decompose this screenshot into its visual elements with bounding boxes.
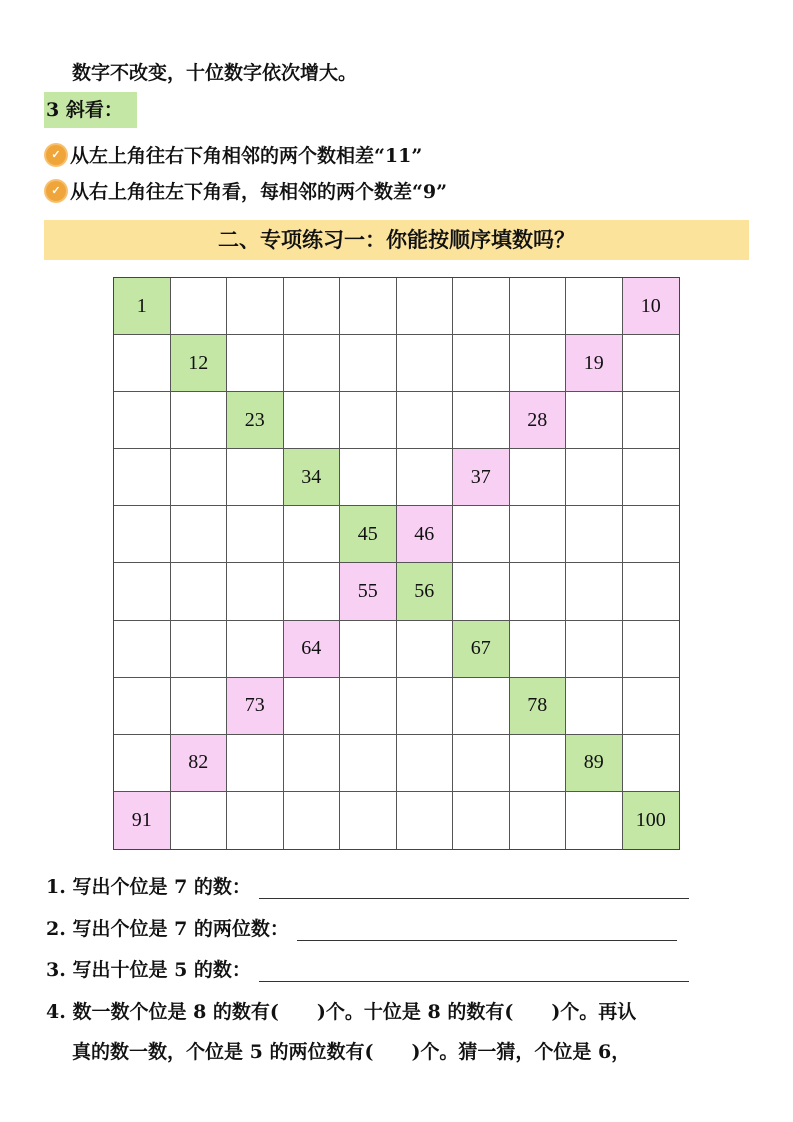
grid-cell-empty[interactable] — [114, 506, 171, 563]
question-1 — [46, 872, 689, 899]
grid-cell-empty[interactable] — [227, 792, 284, 849]
question-text: 真的数一数，个位是 5 的两位数有( )个。猜一猜，个位是 6， — [72, 1041, 631, 1063]
grid-cell-empty[interactable] — [284, 678, 341, 735]
bullet-text: 从左上角往右下角相邻的两个数相差“11” — [70, 145, 423, 167]
grid-cell-empty[interactable] — [397, 735, 454, 792]
grid-cell-empty[interactable] — [510, 449, 567, 506]
grid-cell-empty[interactable] — [397, 392, 454, 449]
grid-cell-empty[interactable] — [114, 335, 171, 392]
grid-cell-empty[interactable] — [227, 621, 284, 678]
number-grid — [113, 277, 680, 850]
grid-cell-empty[interactable] — [227, 335, 284, 392]
grid-cell-empty[interactable] — [397, 278, 454, 335]
grid-cell-empty[interactable] — [114, 678, 171, 735]
grid-cell-empty[interactable] — [453, 278, 510, 335]
grid-cell-45: 45 — [340, 506, 397, 563]
grid-cell-91: 91 — [114, 792, 171, 849]
grid-cell-empty[interactable] — [171, 449, 228, 506]
question-2 — [46, 914, 677, 941]
grid-cell-empty[interactable] — [566, 278, 623, 335]
grid-cell-46: 46 — [397, 506, 454, 563]
grid-cell-empty[interactable] — [453, 506, 510, 563]
grid-cell-34: 34 — [284, 449, 341, 506]
section-3-label: 3 斜看： — [44, 92, 137, 128]
answer-line[interactable] — [259, 880, 689, 899]
bullet-item — [46, 141, 422, 168]
grid-cell-empty[interactable] — [397, 792, 454, 849]
grid-cell-64: 64 — [284, 621, 341, 678]
grid-cell-empty[interactable] — [566, 792, 623, 849]
question-text: 2. 写出个位是 7 的两位数： — [46, 918, 289, 940]
grid-cell-empty[interactable] — [227, 563, 284, 620]
grid-cell-78: 78 — [510, 678, 567, 735]
grid-cell-empty[interactable] — [510, 506, 567, 563]
grid-cell-100: 100 — [623, 792, 680, 849]
grid-cell-empty[interactable] — [623, 563, 680, 620]
grid-cell-10: 10 — [623, 278, 680, 335]
check-badge-icon: ✓ — [46, 145, 66, 165]
question-3 — [46, 955, 689, 982]
grid-cell-empty[interactable] — [227, 449, 284, 506]
grid-cell-empty[interactable] — [453, 392, 510, 449]
grid-cell-empty[interactable] — [340, 792, 397, 849]
question-4 — [46, 997, 636, 1024]
grid-cell-empty[interactable] — [510, 563, 567, 620]
grid-cell-empty[interactable] — [510, 792, 567, 849]
grid-cell-empty[interactable] — [340, 621, 397, 678]
grid-cell-empty[interactable] — [284, 278, 341, 335]
grid-cell-empty[interactable] — [114, 449, 171, 506]
grid-cell-empty[interactable] — [623, 392, 680, 449]
grid-cell-empty[interactable] — [623, 506, 680, 563]
question-text: 3. 写出十位是 5 的数： — [46, 959, 251, 981]
grid-cell-12: 12 — [171, 335, 228, 392]
grid-cell-empty[interactable] — [114, 392, 171, 449]
grid-cell-empty[interactable] — [397, 449, 454, 506]
grid-cell-empty[interactable] — [284, 335, 341, 392]
grid-cell-empty[interactable] — [171, 506, 228, 563]
grid-cell-empty[interactable] — [284, 392, 341, 449]
grid-cell-empty[interactable] — [114, 621, 171, 678]
grid-cell-empty[interactable] — [453, 792, 510, 849]
grid-cell-empty[interactable] — [566, 621, 623, 678]
question-text: 4. 数一数个位是 8 的数有( )个。十位是 8 的数有( )个。再认 — [46, 1001, 637, 1023]
grid-cell-empty[interactable] — [566, 678, 623, 735]
question-4-cont — [72, 1037, 630, 1064]
grid-cell-empty[interactable] — [340, 449, 397, 506]
grid-cell-empty[interactable] — [566, 506, 623, 563]
question-text: 1. 写出个位是 7 的数： — [46, 876, 251, 898]
grid-cell-empty[interactable] — [510, 621, 567, 678]
grid-cell-empty[interactable] — [510, 278, 567, 335]
grid-cell-empty[interactable] — [623, 735, 680, 792]
grid-cell-empty[interactable] — [340, 278, 397, 335]
grid-cell-28: 28 — [510, 392, 567, 449]
grid-cell-empty[interactable] — [284, 735, 341, 792]
bullet-item — [46, 177, 447, 204]
grid-cell-empty[interactable] — [114, 735, 171, 792]
grid-cell-empty[interactable] — [227, 506, 284, 563]
grid-cell-empty[interactable] — [171, 392, 228, 449]
grid-cell-empty[interactable] — [114, 563, 171, 620]
grid-cell-empty[interactable] — [227, 278, 284, 335]
grid-cell-37: 37 — [453, 449, 510, 506]
grid-cell-empty[interactable] — [284, 792, 341, 849]
intro-line: 数字不改变，十位数字依次增大。 — [72, 62, 358, 84]
grid-cell-empty[interactable] — [453, 678, 510, 735]
grid-cell-73: 73 — [227, 678, 284, 735]
grid-cell-56: 56 — [397, 563, 454, 620]
grid-cell-1: 1 — [114, 278, 171, 335]
grid-cell-empty[interactable] — [510, 735, 567, 792]
grid-cell-empty[interactable] — [566, 449, 623, 506]
grid-cell-empty[interactable] — [623, 621, 680, 678]
grid-cell-empty[interactable] — [623, 678, 680, 735]
grid-cell-empty[interactable] — [227, 735, 284, 792]
grid-cell-19: 19 — [566, 335, 623, 392]
grid-cell-empty[interactable] — [171, 678, 228, 735]
grid-cell-empty[interactable] — [623, 449, 680, 506]
section-title: 二、专项练习一：你能按顺序填数吗？ — [44, 220, 749, 260]
grid-cell-empty[interactable] — [284, 506, 341, 563]
grid-cell-empty[interactable] — [566, 392, 623, 449]
grid-cell-empty[interactable] — [340, 335, 397, 392]
grid-cell-empty[interactable] — [284, 563, 341, 620]
grid-cell-82: 82 — [171, 735, 228, 792]
grid-cell-empty[interactable] — [397, 335, 454, 392]
grid-cell-empty[interactable] — [453, 335, 510, 392]
bullet-text: 从右上角往左下角看，每相邻的两个数差“9” — [70, 181, 448, 203]
check-badge-icon: ✓ — [46, 181, 66, 201]
grid-cell-empty[interactable] — [510, 335, 567, 392]
grid-cell-empty[interactable] — [453, 563, 510, 620]
grid-cell-empty[interactable] — [340, 678, 397, 735]
grid-cell-67: 67 — [453, 621, 510, 678]
grid-cell-empty[interactable] — [397, 621, 454, 678]
grid-cell-empty[interactable] — [566, 563, 623, 620]
grid-cell-89: 89 — [566, 735, 623, 792]
grid-cell-empty[interactable] — [171, 792, 228, 849]
grid-cell-empty[interactable] — [397, 678, 454, 735]
grid-cell-empty[interactable] — [171, 563, 228, 620]
grid-cell-empty[interactable] — [453, 735, 510, 792]
grid-cell-23: 23 — [227, 392, 284, 449]
grid-cell-empty[interactable] — [171, 621, 228, 678]
grid-cell-empty[interactable] — [171, 278, 228, 335]
grid-cell-empty[interactable] — [623, 335, 680, 392]
grid-cell-55: 55 — [340, 563, 397, 620]
answer-line[interactable] — [259, 963, 689, 982]
grid-cell-empty[interactable] — [340, 392, 397, 449]
grid-cell-empty[interactable] — [340, 735, 397, 792]
answer-line[interactable] — [297, 922, 677, 941]
